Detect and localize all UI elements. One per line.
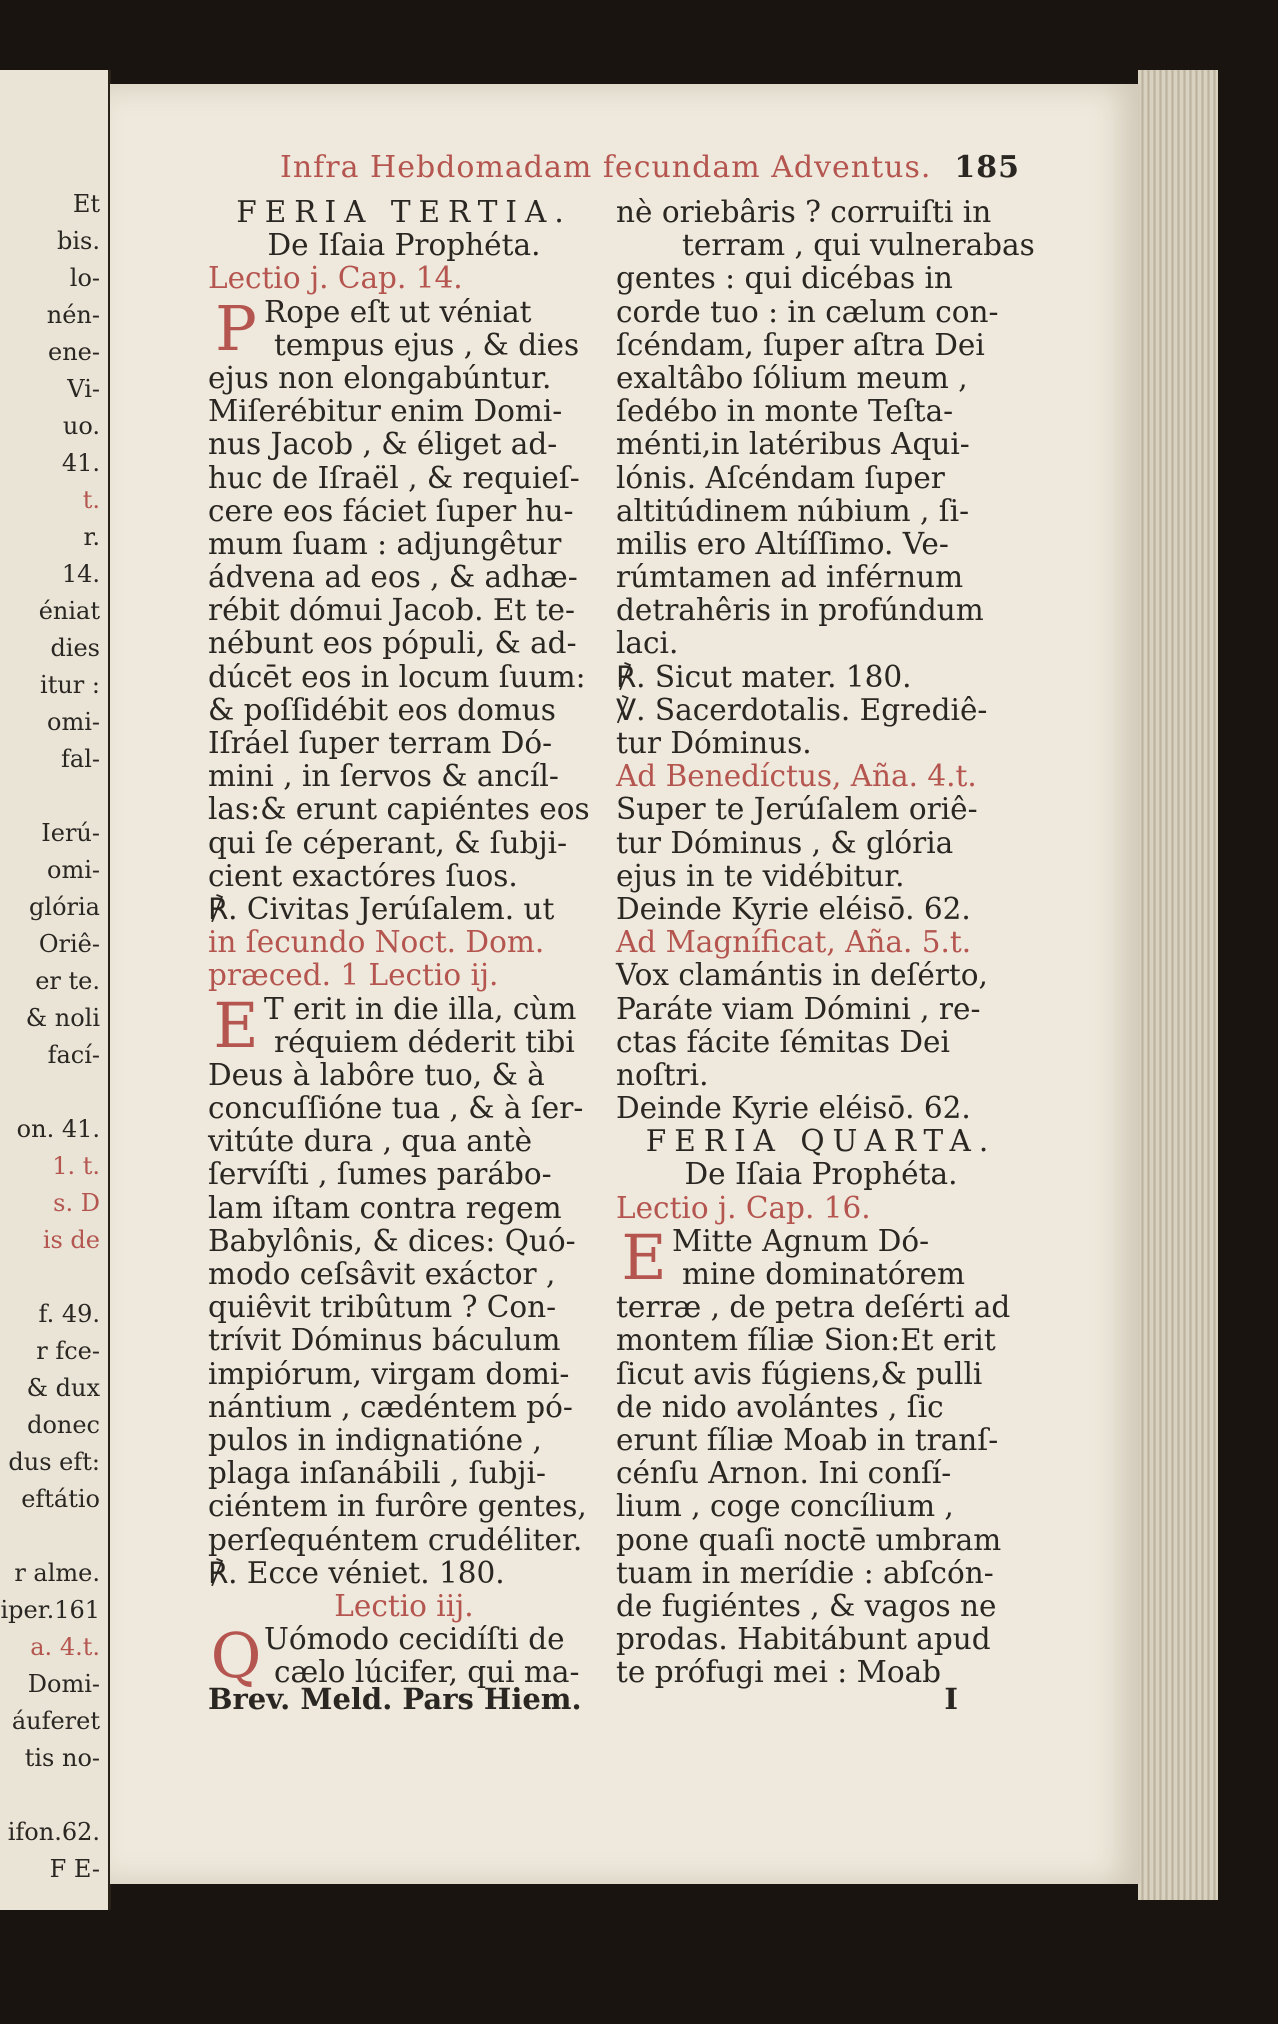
- facing-page-fragment: F E-: [49, 1855, 100, 1883]
- signature-mark: I: [944, 1682, 958, 1716]
- text-line: [208, 1391, 600, 1424]
- line-text: de nido avolántes , ſic: [616, 1389, 944, 1424]
- line-text: Paráte viam Dómini , re-: [616, 991, 981, 1026]
- facing-page-fragment: f. 49.: [38, 1300, 100, 1328]
- line-text: detrahêris in profúndum: [616, 593, 984, 628]
- line-text: tempus ejus , & dies: [274, 327, 580, 362]
- facing-page-fragment: dies: [50, 634, 100, 662]
- text-line: [208, 196, 600, 229]
- text-line: [208, 362, 600, 395]
- line-text: tuam in merídie : abſcón-: [616, 1555, 994, 1590]
- facing-page-fragment: omi-: [47, 856, 100, 884]
- text-line: [616, 661, 1026, 694]
- line-text: Deinde Kyrie eléisō. 62.: [616, 891, 971, 926]
- line-text: mini , in ſervos & ancíl-: [208, 759, 559, 794]
- line-text: cénſu Arnon. Ini conſí-: [616, 1456, 952, 1491]
- facing-page-fragment: bis.: [57, 227, 100, 255]
- line-text: Lectio j. Cap. 16.: [616, 1190, 871, 1225]
- text-line: [616, 594, 1026, 627]
- text-line: [208, 329, 600, 362]
- line-text: præced. 1 Lectio ij.: [208, 958, 499, 993]
- text-line: [208, 528, 600, 561]
- text-line: [616, 1557, 1026, 1590]
- page-edges: [1138, 70, 1218, 1900]
- line-text: nántium , cædéntem pó-: [208, 1389, 573, 1424]
- line-text: tur Dóminus , & glória: [616, 825, 954, 860]
- left-column: [208, 195, 600, 1693]
- text-line: [616, 228, 1035, 263]
- text-line: [208, 661, 600, 694]
- text-line: [208, 495, 600, 528]
- facing-page-fragment: lo-: [69, 264, 100, 292]
- text-line: [208, 428, 600, 461]
- line-text: Ad Benedíctus, Aña. 4.t.: [616, 759, 977, 794]
- text-line: [208, 1059, 600, 1092]
- facing-page-fragment: ene-: [48, 338, 100, 366]
- text-line: [616, 926, 1026, 959]
- line-text: FERIA TERTIA.: [236, 195, 572, 229]
- drop-cap: Q: [210, 1619, 262, 1693]
- facing-page-fragment: & noli: [25, 1004, 100, 1032]
- line-text: montem fíliæ Sion:Et erit: [616, 1323, 996, 1358]
- line-text: Deinde Kyrie eléisō. 62.: [616, 1091, 971, 1126]
- page-footer: [208, 1682, 1018, 1716]
- text-line: [616, 793, 1026, 826]
- text-line: [208, 1192, 600, 1225]
- line-text: mum ſuam : adjungêtur: [208, 526, 562, 561]
- line-text: De Iſaia Prophéta.: [684, 1157, 958, 1192]
- facing-page-fragment: eftátio: [21, 1485, 100, 1513]
- text-line: [208, 1557, 600, 1590]
- line-text: Miſerébitur enim Domi-: [208, 394, 563, 429]
- text-line: [208, 1424, 600, 1457]
- facing-page-fragment: itur :: [40, 671, 100, 699]
- line-text: gentes : qui dicébas in: [616, 261, 953, 296]
- line-text: ſicut avis fúgiens,& pulli: [616, 1356, 983, 1391]
- facing-page-fragment: áuferet: [11, 1707, 100, 1735]
- text-line: [616, 827, 1026, 860]
- line-text: Iſráel ſuper terram Dó-: [208, 726, 553, 760]
- facing-page-fragment: éniat: [38, 597, 100, 625]
- line-text: quiêvit tribûtum ? Con-: [208, 1290, 557, 1325]
- line-text: ejus non elongabúntur.: [208, 360, 552, 395]
- facing-page-fragment: dus eft:: [8, 1448, 100, 1476]
- line-text: noſtri.: [616, 1057, 709, 1092]
- line-text: ℟. Sicut mater. 180.: [616, 659, 912, 694]
- line-text: cælo lúcifer, qui ma-: [274, 1655, 580, 1690]
- line-text: réquiem déderit tibi: [274, 1024, 575, 1059]
- line-text: huc de Iſraël , & requieſ-: [208, 460, 580, 495]
- line-text: mine dominatórem: [682, 1257, 966, 1291]
- text-line: [208, 1590, 600, 1623]
- text-line: [208, 1225, 600, 1258]
- line-text: de fugiéntes , & vagos ne: [616, 1588, 997, 1623]
- drop-cap: P: [215, 291, 257, 365]
- text-line: [616, 1490, 1026, 1523]
- text-line: [616, 495, 1026, 528]
- facing-page-fragment: a. 4.t.: [30, 1633, 100, 1661]
- text-line: [616, 1590, 1026, 1623]
- line-text: modo ceſsâvit exáctor ,: [208, 1257, 556, 1291]
- line-text: milis ero Altíſſimo. Ve-: [616, 526, 949, 561]
- text-line: [208, 694, 600, 727]
- facing-page-fragment: is de: [42, 1226, 100, 1254]
- text-line: [616, 993, 1026, 1026]
- text-line: [616, 1125, 1026, 1158]
- text-line: [616, 1158, 1026, 1191]
- line-text: lónis. Aſcéndam ſuper: [616, 460, 945, 495]
- facing-page-fragment: Et: [72, 190, 100, 218]
- line-text: in ſecundo Noct. Dom.: [208, 925, 545, 960]
- text-line: [616, 694, 1026, 727]
- text-line: [208, 793, 600, 826]
- line-text: T erit in die illa, cùm: [264, 991, 577, 1026]
- line-text: nus Jacob , & éliget ad-: [208, 427, 558, 462]
- line-text: Babylônis, & dices: Quó-: [208, 1223, 576, 1258]
- line-text: perſequéntem crudéliter.: [208, 1522, 583, 1557]
- text-line: [616, 1358, 1026, 1391]
- text-line: [616, 528, 1026, 561]
- line-text: & poſſidébit eos domus: [208, 692, 556, 727]
- text-line: [208, 1258, 600, 1291]
- text-line: [208, 462, 600, 495]
- text-line: [616, 561, 1026, 594]
- line-text: qui ſe céperant, & ſubji-: [208, 825, 568, 860]
- facing-page-fragment: iper.161: [0, 1596, 100, 1624]
- text-line: [616, 959, 1026, 992]
- text-line: [616, 1026, 1026, 1059]
- facing-page-fragment: donec: [27, 1411, 100, 1439]
- line-text: terram , qui vulnerabas: [682, 228, 1035, 263]
- text-line: [208, 1490, 600, 1523]
- line-text: ℟. Civitas Jerúſalem. ut: [208, 891, 555, 926]
- text-line: [616, 1324, 1026, 1357]
- footer-text: Brev. Meld. Pars Hiem.: [208, 1682, 582, 1716]
- line-text: pone quaſi noctē umbram: [616, 1522, 1002, 1557]
- line-text: lium , coge concílium ,: [616, 1489, 954, 1524]
- text-line: [616, 1059, 1026, 1092]
- line-text: cere eos fáciet ſuper hu-: [208, 493, 574, 528]
- line-text: las:& erunt capiéntes eos: [208, 792, 590, 827]
- line-text: erunt fíliæ Moab in tranſ-: [616, 1422, 999, 1457]
- facing-page-edge: [0, 70, 111, 1910]
- line-text: ℟. Ecce véniet. 180.: [208, 1555, 505, 1590]
- line-text: ſervíſti , ſumes parábo-: [208, 1157, 552, 1192]
- line-text: lam iſtam contra regem: [208, 1190, 562, 1225]
- text-line: [208, 1026, 600, 1059]
- text-line: [616, 1424, 1026, 1457]
- text-line: [616, 1391, 1026, 1424]
- text-line: [616, 760, 1026, 793]
- facing-page-fragment: nén-: [46, 301, 100, 329]
- facing-page-fragment: ifon.62.: [7, 1818, 100, 1846]
- text-line: [616, 1524, 1026, 1557]
- text-line: [616, 1258, 1026, 1291]
- line-text: ℣. Sacerdotalis. Egrediê-: [616, 692, 988, 727]
- text-line: [208, 395, 600, 428]
- line-text: exaltâbo ſólium meum ,: [616, 360, 968, 395]
- right-column: [616, 195, 1035, 1690]
- text-line: [616, 462, 1026, 495]
- facing-page-fragment: r.: [83, 523, 100, 551]
- facing-page-fragment: uo.: [62, 412, 100, 440]
- line-text: te prófugi mei : Moab: [616, 1655, 942, 1690]
- line-text: Vox clamántis in deſérto,: [616, 958, 988, 993]
- text-line: [616, 296, 1026, 329]
- text-line: [616, 196, 1026, 229]
- text-line: [208, 827, 600, 860]
- text-line: [208, 1291, 600, 1324]
- line-text: impiórum, virgam domi-: [208, 1356, 570, 1391]
- facing-page-fragment: Vi-: [67, 375, 100, 403]
- drop-cap: E: [213, 988, 259, 1062]
- line-text: ſcéndam, ſuper aſtra Dei: [616, 327, 985, 362]
- text-line: [616, 1291, 1026, 1324]
- line-text: De Iſaia Prophéta.: [267, 228, 541, 263]
- facing-page-fragment: 1. t.: [52, 1152, 100, 1180]
- line-text: ejus in te vidébitur.: [616, 858, 905, 893]
- line-text: plaga inſanábili , ſubji-: [208, 1456, 546, 1491]
- text-line: [616, 395, 1026, 428]
- line-text: ádvena ad eos , & adhæ-: [208, 560, 578, 595]
- text-line: [616, 627, 1026, 660]
- facing-page-fragment: glória: [29, 893, 100, 921]
- drop-cap: E: [621, 1220, 667, 1294]
- text-line: [616, 1457, 1026, 1490]
- text-line: [616, 1623, 1026, 1656]
- line-text: Rope eſt ut véniat: [264, 294, 532, 329]
- running-header: [280, 150, 1020, 185]
- page-number: 185: [954, 150, 1020, 185]
- line-text: cient exactóres ſuos.: [208, 858, 518, 893]
- line-text: pulos in indignatióne ,: [208, 1422, 542, 1457]
- facing-page-fragment: Domi-: [27, 1670, 100, 1698]
- text-line: [208, 893, 600, 926]
- facing-page-fragment: tis no-: [24, 1744, 100, 1772]
- text-line: [616, 893, 1026, 926]
- line-text: laci.: [616, 626, 679, 661]
- facing-page-fragment: 41.: [61, 449, 100, 477]
- text-line: [616, 1092, 1026, 1125]
- facing-page-fragment: 14.: [61, 560, 100, 588]
- text-line: [208, 1524, 600, 1557]
- facing-page-fragment: t.: [82, 486, 100, 514]
- text-line: [208, 760, 600, 793]
- text-line: [208, 926, 600, 959]
- facing-page-fragment: Ierú-: [41, 819, 100, 847]
- line-text: Mitte Agnum Dó-: [672, 1223, 930, 1258]
- facing-page-fragment: & dux: [26, 1374, 100, 1402]
- text-line: [208, 594, 600, 627]
- text-line: [208, 860, 600, 893]
- text-line: [208, 727, 600, 760]
- facing-page-fragment: Oriê-: [38, 930, 100, 958]
- line-text: altitúdinem núbium , ſi-: [616, 493, 970, 528]
- line-text: terræ , de petra deſérti ad: [616, 1290, 1011, 1325]
- line-text: ciéntem in furôre gentes,: [208, 1489, 587, 1524]
- text-line: [208, 229, 600, 262]
- facing-page-fragment: r alme.: [14, 1559, 100, 1587]
- line-text: dúcēt eos in locum ſuum:: [208, 659, 586, 694]
- text-line: [616, 362, 1026, 395]
- text-line: [208, 1324, 600, 1357]
- text-line: [208, 1358, 600, 1391]
- line-text: Lectio j. Cap. 14.: [208, 261, 463, 296]
- line-text: FERIA QUARTA.: [645, 1124, 997, 1159]
- facing-page-fragment: fací-: [47, 1041, 100, 1069]
- facing-page-fragment: omi-: [47, 708, 100, 736]
- line-text: rúmtamen ad inférnum: [616, 560, 964, 595]
- text-line: [616, 329, 1026, 362]
- text-line: [616, 428, 1026, 461]
- line-text: nè oriebâris ? corruiſti in: [616, 195, 992, 229]
- line-text: ménti,in latéribus Aqui-: [616, 427, 970, 462]
- facing-page-fragment: on. 41.: [16, 1115, 100, 1143]
- facing-page-fragment: er te.: [35, 967, 100, 995]
- facing-page-fragment: r fce-: [36, 1337, 100, 1365]
- line-text: prodas. Habitábunt apud: [616, 1622, 991, 1657]
- text-line: [616, 727, 1026, 760]
- text-line: [208, 1125, 600, 1158]
- text-line: [208, 561, 600, 594]
- facing-page-fragment: s. D: [53, 1189, 100, 1217]
- line-text: concuſſióne tua , & à ſer-: [208, 1091, 584, 1126]
- line-text: ſedébo in monte Teſta-: [616, 394, 954, 429]
- text-line: [208, 1092, 600, 1125]
- line-text: Uómodo cecidíſti de: [264, 1622, 565, 1657]
- line-text: Lectio iij.: [334, 1588, 474, 1623]
- line-text: nébunt eos pópuli, & ad-: [208, 626, 577, 661]
- line-text: corde tuo : in cælum con-: [616, 294, 999, 329]
- facing-page-fragment: fal-: [61, 745, 100, 773]
- line-text: tur Dóminus.: [616, 726, 812, 760]
- text-line: [616, 1192, 1026, 1225]
- text-line: [208, 627, 600, 660]
- line-text: vitúte dura , qua antè: [208, 1124, 533, 1159]
- text-line: [208, 1158, 600, 1191]
- text-line: [616, 262, 1026, 295]
- running-title: Infra Hebdomadam fecundam Adventus.: [280, 150, 932, 185]
- line-text: Deus à labôre tuo, & à: [208, 1057, 545, 1092]
- text-line: [208, 1457, 600, 1490]
- line-text: ctas fácite ſémitas Dei: [616, 1024, 950, 1059]
- line-text: trívit Dóminus báculum: [208, 1323, 561, 1358]
- text-line: [616, 860, 1026, 893]
- line-text: Ad Magníficat, Aña. 5.t.: [616, 925, 972, 960]
- line-text: Super te Jerúſalem oriê-: [616, 792, 978, 827]
- text-line: [208, 262, 600, 295]
- line-text: rébit dómui Jacob. Et te-: [208, 593, 575, 628]
- text-line: [208, 959, 600, 992]
